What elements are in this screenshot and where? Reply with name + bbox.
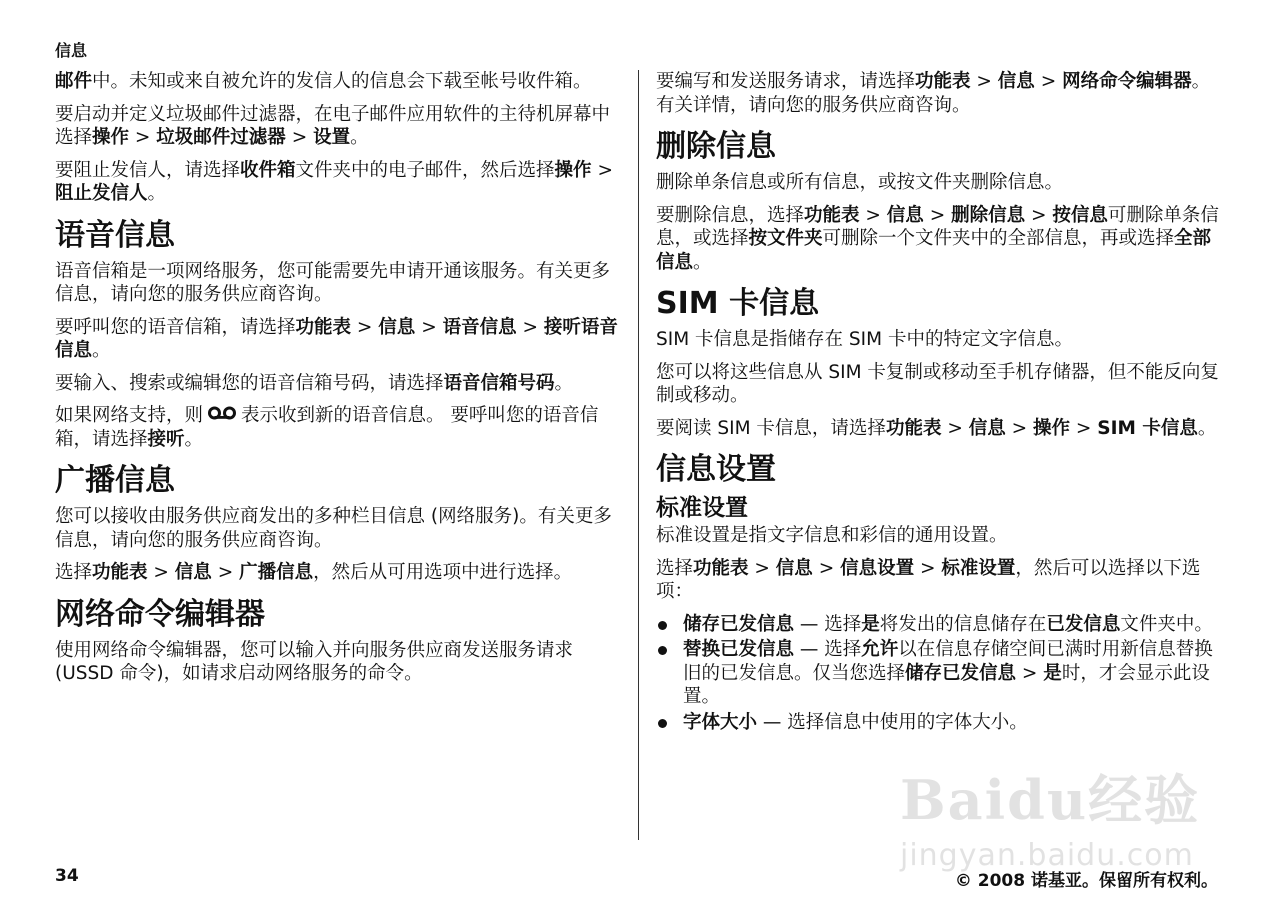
voice-messages-heading: 语音信息 xyxy=(55,217,175,253)
broadcast-paragraph-2: 选择功能表 > 信息 > 广播信息，然后从可用选项中进行选择。 xyxy=(55,562,573,584)
settings-paragraph-1: 标准设置是指文字信息和彩信的通用设置。 xyxy=(656,525,1008,546)
bullet-icon xyxy=(658,621,667,630)
voice-paragraph-3: 要输入、搜索或编辑您的语音信箱号码，请选择语音信箱号码。 xyxy=(55,372,574,394)
watermark-logo: Baidu经验 xyxy=(900,768,1201,832)
ussd-paragraph-2: 要编写和发送服务请求，请选择功能表 > 信息 > 网络命令编辑器。有关详情，请向您的服务供应商咨询。 xyxy=(656,71,1211,116)
page-number: 34 xyxy=(55,866,79,886)
sim-paragraph-3: 要阅读 SIM 卡信息，请选择功能表 > 信息 > 操作 > SIM 卡信息。 xyxy=(656,417,1217,439)
broadcast-paragraph-1: 您可以接收由服务供应商发出的多种栏目信息 (网络服务)。有关更多信息，请向您的服务供应商咨询。 xyxy=(55,506,612,551)
service-command-editor-heading: 网络命令编辑器 xyxy=(55,596,265,632)
settings-option-list xyxy=(656,613,1226,735)
list-item-text: 储存已发信息 — 选择是将发出的信息储存在已发信息文件夹中。 xyxy=(683,613,1213,635)
voice-paragraph-4 xyxy=(55,404,623,451)
standard-settings-subheading: 标准设置 xyxy=(656,495,748,521)
sim-paragraph-1: SIM 卡信息是指储存在 SIM 卡中的特定文字信息。 xyxy=(656,329,1073,350)
watermark xyxy=(900,768,1220,873)
sim-paragraph-2: 您可以将这些信息从 SIM 卡复制或移动至手机存储器，但不能反向复制或移动。 xyxy=(656,361,1219,406)
copyright: © 2008 诺基亚。保留所有权利。 xyxy=(954,871,1218,891)
list-item xyxy=(656,613,1226,637)
running-header: 信息 xyxy=(55,41,88,60)
cell-broadcast-heading: 广播信息 xyxy=(55,463,175,499)
list-item xyxy=(656,638,1226,709)
bullet-icon xyxy=(658,719,667,728)
list-item xyxy=(656,711,1226,735)
delete-paragraph-2: 要删除信息，选择功能表 > 信息 > 删除信息 > 按信息可删除单条信息，或选择按文件夹可删除一个文件夹中的全部信息，再或选择全部信息。 xyxy=(656,204,1219,273)
delete-messages-heading: 删除信息 xyxy=(656,129,776,164)
ussd-paragraph-1: 使用网络命令编辑器，您可以输入并向服务供应商发送服务请求 (USSD 命令)，如请求启动网络服务的命令。 xyxy=(55,639,574,685)
message-settings-heading: 信息设置 xyxy=(656,452,776,487)
voice-paragraph-4-end: 表示收到新的语音信息。 要呼叫您的语音信箱，请选择接听。 xyxy=(55,405,599,450)
voicemail-icon xyxy=(207,404,237,428)
delete-paragraph-1: 删除单条信息或所有信息，或按文件夹删除信息。 xyxy=(656,172,1064,193)
bullet-icon xyxy=(658,646,667,655)
intro-paragraph-1: 邮件中。未知或来自被允许的发信人的信息会下载至帐号收件箱。 xyxy=(55,71,592,92)
intro-paragraph-2: 要启动并定义垃圾邮件过滤器，在电子邮件应用软件的主待机屏幕中选择操作 > 垃圾邮件过滤器 > 设置。 xyxy=(55,103,611,148)
right-column xyxy=(656,70,1226,736)
watermark-url: jingyan.baidu.com xyxy=(900,838,1194,873)
voice-paragraph-4-start: 如果网络支持，则 xyxy=(55,405,204,426)
voice-paragraph-1: 语音信箱是一项网络服务，您可能需要先申请开通该服务。有关更多信息，请向您的服务供应商咨询。 xyxy=(55,260,611,305)
list-item-text: 字体大小 — 选择信息中使用的字体大小。 xyxy=(683,711,1028,733)
list-item-text: 替换已发信息 — 选择允许以在信息存储空间已满时用新信息替换旧的已发信息。仅当您选择储存已发信息 > 是时，才会显示此设置。 xyxy=(683,639,1213,707)
voice-paragraph-2: 要呼叫您的语音信箱，请选择功能表 > 信息 > 语音信息 > 接听语音信息。 xyxy=(55,316,618,361)
left-column xyxy=(55,70,623,695)
settings-paragraph-2: 选择功能表 > 信息 > 信息设置 > 标准设置，然后可以选择以下选项： xyxy=(656,557,1201,602)
sim-messages-heading: SIM 卡信息 xyxy=(656,286,820,321)
intro-paragraph-3: 要阻止发信人，请选择收件箱文件夹中的电子邮件，然后选择操作 > 阻止发信人。 xyxy=(55,159,613,204)
column-divider xyxy=(638,70,639,840)
